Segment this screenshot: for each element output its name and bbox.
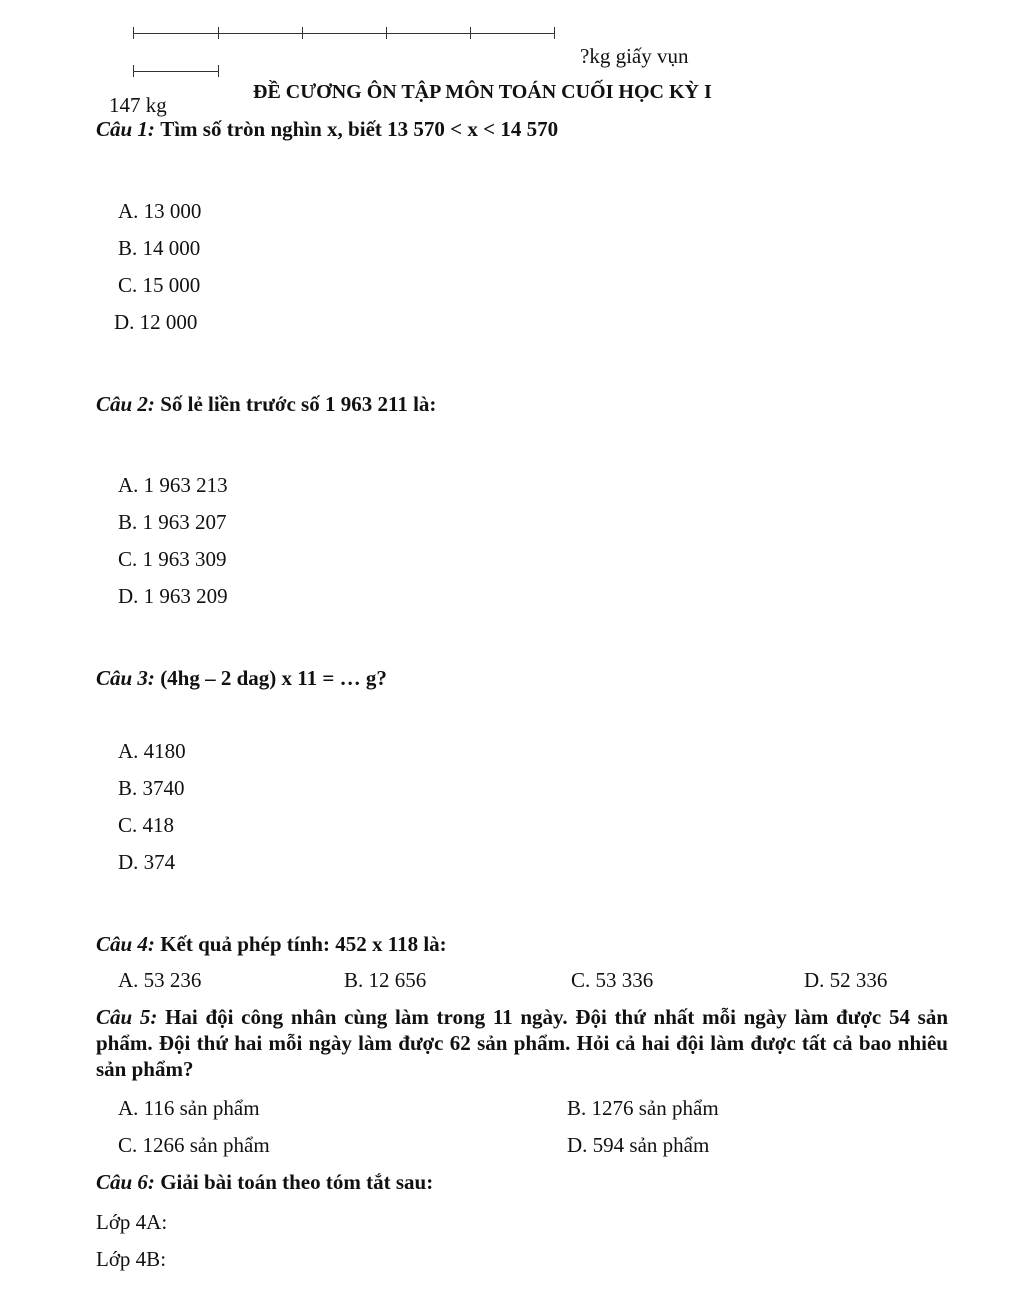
question-6-label: Câu 6: <box>96 1170 155 1194</box>
question-5-label: Câu 5: <box>96 1005 158 1029</box>
long-bar-tick <box>386 27 387 39</box>
long-bar-line <box>133 33 555 34</box>
q1-option-d: D. 12 000 <box>114 310 198 334</box>
q2-option-c: C. 1 963 309 <box>118 547 227 571</box>
question-6 <box>96 1170 433 1194</box>
question-2 <box>96 392 436 416</box>
q1-option-c: C. 15 000 <box>118 273 201 297</box>
class-4a-row: Lớp 4A: <box>96 1210 168 1234</box>
q2-option-a: A. 1 963 213 <box>118 473 228 497</box>
q5-option-b: B. 1276 sản phẩm <box>567 1096 719 1120</box>
question-4-text: Kết quả phép tính: 452 x 118 là: <box>160 932 447 956</box>
short-bar-tick <box>133 65 134 77</box>
question-4-label: Câu 4: <box>96 932 155 956</box>
question-1-text: Tìm số tròn nghìn x, biết 13 570 < x < 14 570 <box>160 117 559 141</box>
known-weight-label: 147 kg <box>109 93 167 117</box>
q3-option-c: C. 418 <box>118 813 175 837</box>
question-2-label: Câu 2: <box>96 392 155 416</box>
question-3 <box>96 666 387 690</box>
question-6-text: Giải bài toán theo tóm tắt sau: <box>160 1170 434 1194</box>
question-2-text: Số lẻ liền trước số 1 963 211 là: <box>160 392 437 416</box>
question-3-text: (4hg – 2 dag) x 11 = … g? <box>160 666 387 690</box>
long-bar-tick <box>470 27 471 39</box>
short-bar-tick <box>218 65 219 77</box>
q3-option-b: B. 3740 <box>118 776 185 800</box>
q4-option-b: B. 12 656 <box>344 968 427 992</box>
q4-option-c: C. 53 336 <box>571 968 654 992</box>
q1-option-a: A. 13 000 <box>118 199 202 223</box>
q4-option-a: A. 53 236 <box>118 968 202 992</box>
question-4 <box>96 932 447 956</box>
q5-option-a: A. 116 sản phẩm <box>118 1096 260 1120</box>
q5-option-d: D. 594 sản phẩm <box>567 1133 710 1157</box>
q5-option-c: C. 1266 sản phẩm <box>118 1133 270 1157</box>
page-title: ĐỀ CƯƠNG ÔN TẬP MÔN TOÁN CUỐI HỌC KỲ I <box>253 81 712 103</box>
question-3-label: Câu 3: <box>96 666 155 690</box>
question-5 <box>96 1004 948 1082</box>
q3-option-d: D. 374 <box>118 850 176 874</box>
q1-option-b: B. 14 000 <box>118 236 201 260</box>
short-bar-line <box>133 71 219 72</box>
question-1-label: Câu 1: <box>96 117 155 141</box>
question-1 <box>96 117 558 141</box>
long-bar-tick <box>554 27 555 39</box>
long-bar-tick <box>133 27 134 39</box>
class-4b-row: Lớp 4B: <box>96 1247 167 1271</box>
q2-option-d: D. 1 963 209 <box>118 584 228 608</box>
long-bar-tick <box>302 27 303 39</box>
q3-option-a: A. 4180 <box>118 739 186 763</box>
question-5-text: Hai đội công nhân cùng làm trong 11 ngày. Đội thứ nhất mỗi ngày làm được 54 sản phẩm. Đội thứ hai mỗi ngày làm được 62 sản phẩm. Hỏi cả hai đội làm được tất cả bao nhiêu sản phẩm? <box>96 1005 948 1081</box>
q4-option-d: D. 52 336 <box>804 968 888 992</box>
q2-option-b: B. 1 963 207 <box>118 510 227 534</box>
long-bar-tick <box>218 27 219 39</box>
unknown-weight-label: ?kg giấy vụn <box>580 44 689 68</box>
